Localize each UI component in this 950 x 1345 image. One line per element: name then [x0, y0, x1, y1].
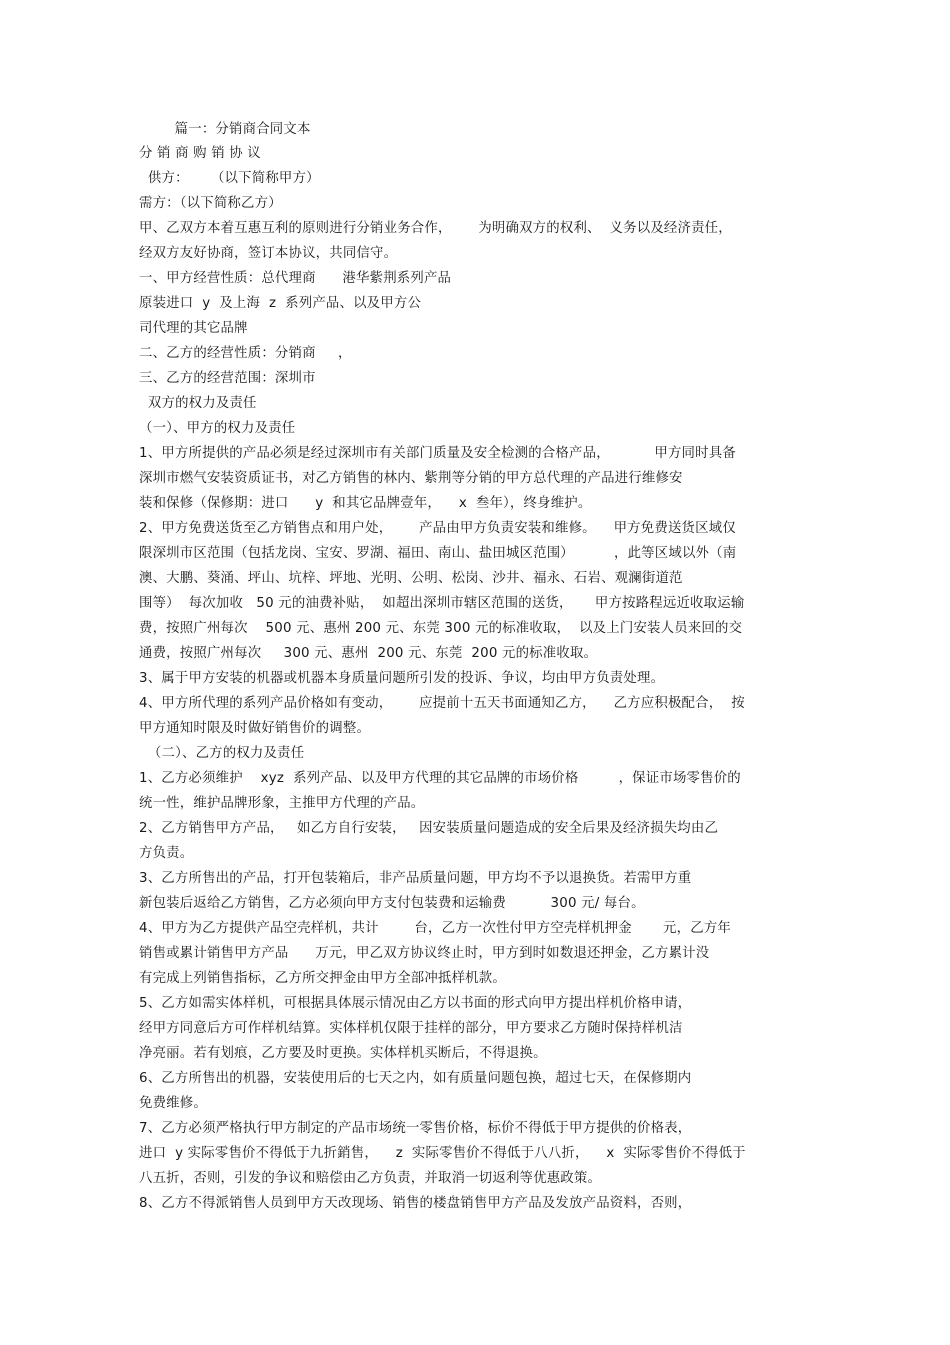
text-line: 销售或累计销售甲方产品 万元，甲乙双方协议终止时，甲方到时如数退还押金，乙方累计没 — [139, 946, 710, 961]
text-line: （一）、甲方的权力及责任 — [139, 421, 296, 436]
text-line: 深圳市燃气安装资质证书，对乙方销售的林内、紫荆等分销的甲方总代理的产品进行维修安 — [139, 471, 683, 486]
text-line: 围等） 每次加收 50 元的油费补贴， 如超出深圳市辖区范围的送货， 甲方按路程远近收取运输 — [139, 596, 745, 611]
text-line: 通费，按照广州每次 300 元、惠州 200 元、东莞 200 元的标准收取。 — [139, 646, 598, 661]
text-line: 费，按照广州每次 500 元、惠州 200 元、东莞 300 元的标准收取， 以及上门安装人员来回的交 — [139, 621, 743, 636]
text-line: 三、乙方的经营范围：深圳市 — [139, 371, 316, 386]
text-line: 3、属于甲方安装的机器或机器本身质量问题所引发的投诉、争议，均由甲方负责处理。 — [139, 671, 665, 686]
text-line: 限深圳市区范围（包括龙岗、宝安、罗湖、福田、南山、盐田城区范围） ，此等区域以外（南 — [139, 546, 737, 561]
text-line: 分 销 商 购 销 协 议 — [139, 146, 261, 161]
text-line: 2、甲方免费送货至乙方销售点和用户处， 产品由甲方负责安装和维修。 甲方免费送货区域仅 — [139, 521, 736, 536]
text-line: 八五折，否则，引发的争议和赔偿由乙方负责，并取消一切返利等优惠政策。 — [139, 1171, 602, 1186]
text-line: 甲方通知时限及时做好销售价的调整。 — [139, 721, 371, 736]
text-line: 有完成上列销售指标，乙方所交押金由甲方全部冲抵样机款。 — [139, 971, 506, 986]
text-line: 双方的权力及责任 — [139, 396, 257, 411]
text-line: 5、乙方如需实体样机，可根据具体展示情况由乙方以书面的形式向甲方提出样机价格申请， — [139, 996, 692, 1011]
text-line: 方负责。 — [139, 846, 194, 861]
text-line: 1、甲方所提供的产品必须是经过深圳市有关部门质量及安全检测的合格产品， 甲方同时具备 — [139, 446, 736, 461]
text-line: 装和保修（保修期：进口 y 和其它品牌壹年， x 叁年），终身维护。 — [139, 496, 592, 511]
text-line: 进口 y 实际零售价不得低于九折銷售， z 实际零售价不得低于八八折， x 实际零售价不得低于 — [139, 1146, 746, 1161]
text-line: 供方： （以下简称甲方） — [139, 171, 320, 186]
text-line: 经甲方同意后方可作样机结算。实体样机仅限于挂样的部分，甲方要求乙方随时保持样机洁 — [139, 1021, 683, 1036]
text-line: 司代理的其它品牌 — [139, 321, 248, 336]
text-line: 7、乙方必须严格执行甲方制定的产品市场统一零售价格，标价不得低于甲方提供的价格表， — [139, 1121, 692, 1136]
text-line: 3、乙方所售出的产品，打开包装箱后，非产品质量问题，甲方均不予以退换货。若需甲方重 — [139, 871, 692, 886]
text-line: 二、乙方的经营性质：分销商 ， — [139, 346, 352, 361]
text-line: 篇一：分销商合同文本 — [139, 122, 311, 137]
text-line: 净亮丽。若有划痕，乙方要及时更换。实体样机买断后，不得退换。 — [139, 1046, 547, 1061]
text-line: 1、乙方必须维护 xyz 系列产品、以及甲方代理的其它品牌的市场价格 ，保证市场零售价的 — [139, 771, 741, 786]
text-line: 8、乙方不得派销售人员到甲方天改现场、销售的楼盘销售甲方产品及发放产品资料，否则， — [139, 1196, 692, 1211]
text-line: 经双方友好协商，签订本协议，共同信守。 — [139, 246, 398, 261]
text-line: （二）、乙方的权力及责任 — [139, 746, 305, 761]
text-line: 原装进口 y 及上海 z 系列产品、以及甲方公 — [139, 296, 422, 311]
text-line: 6、乙方所售出的机器，安装使用后的七天之内，如有质量问题包换，超过七天，在保修期内 — [139, 1071, 692, 1086]
text-line: 需方：（以下简称乙方） — [139, 196, 282, 211]
text-line: 澳、大鹏、葵涌、坪山、坑梓、坪地、光明、公明、松岗、沙井、福永、石岩、观澜街道范 — [139, 571, 683, 586]
text-line: 4、甲方所代理的系列产品价格如有变动， 应提前十五天书面通知乙方， 乙方应积极配合， 按 — [139, 696, 745, 711]
text-line: 统一性，维护品牌形象，主推甲方代理的产品。 — [139, 796, 425, 811]
text-line: 免费维修。 — [139, 1096, 207, 1111]
text-line: 一、甲方经营性质：总代理商 港华紫荆系列产品 — [139, 271, 452, 286]
text-line: 新包装后返给乙方销售，乙方必须向甲方支付包装费和运输费 300 元/ 每台。 — [139, 896, 645, 911]
text-line: 4、甲方为乙方提供产品空壳样机，共计 台，乙方一次性付甲方空壳样机押金 元，乙方年 — [139, 921, 732, 936]
text-line: 甲、乙双方本着互惠互利的原则进行分销业务合作， 为明确双方的权利、 义务以及经济责任， — [139, 221, 732, 236]
text-line: 2、乙方销售甲方产品， 如乙方自行安装， 因安装质量问题造成的安全后果及经济损失均由乙 — [139, 821, 719, 836]
